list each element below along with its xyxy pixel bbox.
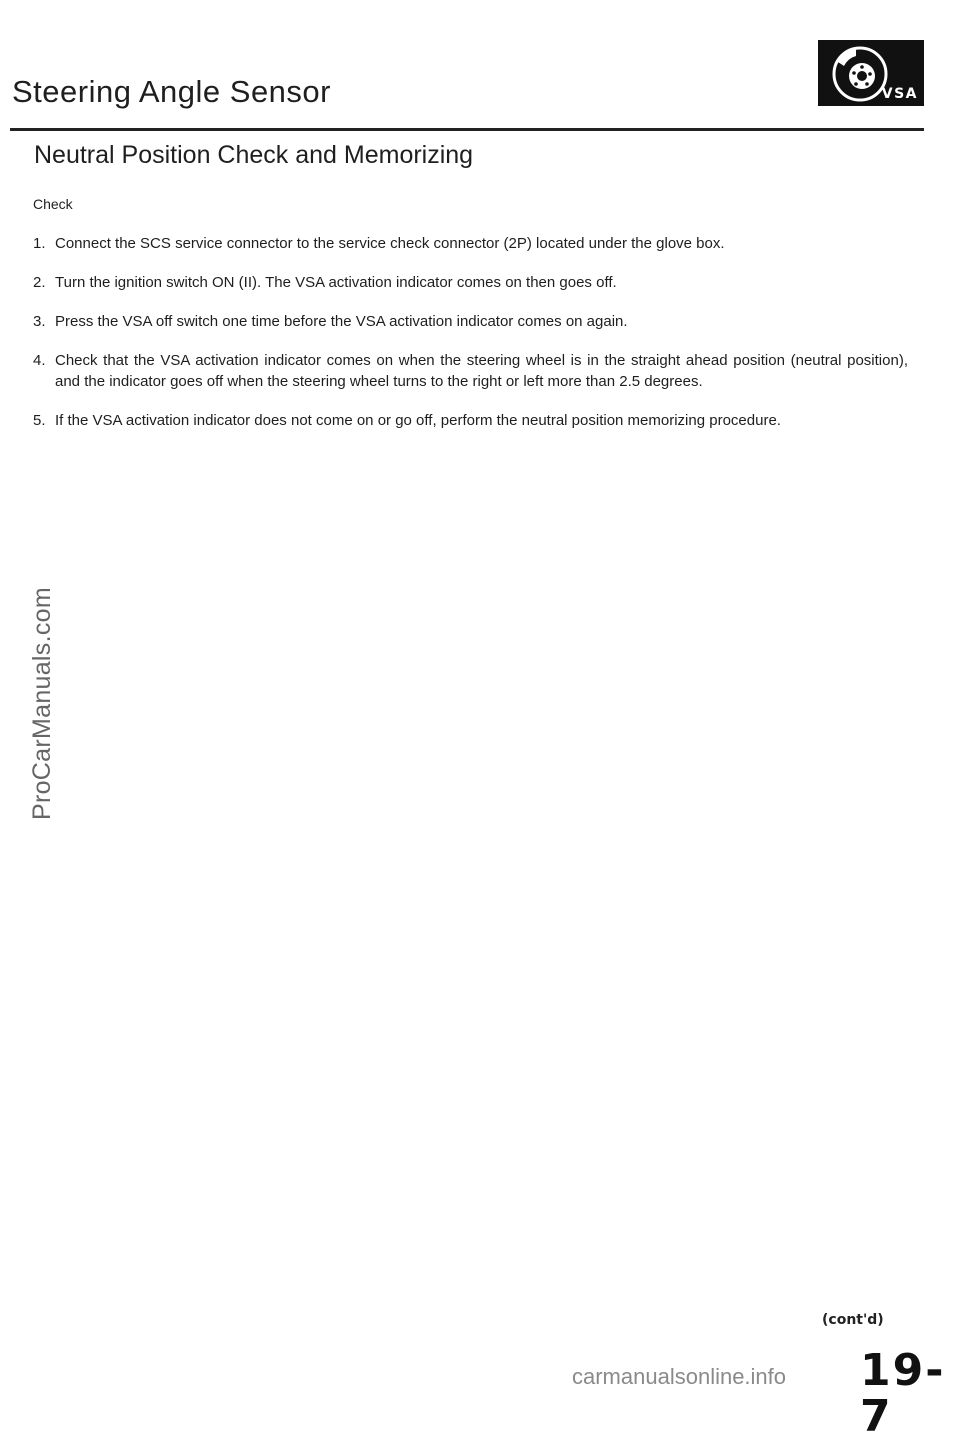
step-number: 2.: [33, 274, 46, 291]
list-item: [33, 272, 908, 293]
watermark-vertical: ProCarManuals.com: [28, 587, 56, 820]
step-text: Connect the SCS service connector to the service check connector (2P) located under the glove box.: [55, 235, 725, 252]
footer-watermark: carmanualsonline.info: [572, 1364, 787, 1389]
list-item: [33, 350, 908, 392]
step-number: 3.: [33, 313, 46, 330]
step-text: Turn the ignition switch ON (II). The VSA activation indicator comes on then goes off.: [55, 274, 617, 291]
step-text: Check that the VSA activation indicator comes on when the steering wheel is in the straight ahead position (neutral position), and the indicator goes off when the steering wheel turns to the right or left more than 2.5 degrees.: [55, 352, 908, 390]
section-title: Neutral Position Check and Memorizing: [34, 141, 474, 169]
list-item: [33, 410, 908, 431]
page-number: 19-7: [860, 1345, 946, 1442]
continued-label: (cont'd): [822, 1312, 884, 1328]
step-number: 1.: [33, 235, 46, 252]
step-number: 4.: [33, 352, 46, 369]
step-text: If the VSA activation indicator does not come on or go off, perform the neutral position memorizing procedure.: [55, 412, 781, 429]
subhead-check: Check: [33, 196, 73, 212]
list-item: [33, 311, 908, 332]
vsa-badge-label: VSA: [881, 86, 918, 102]
procedure-steps: [33, 233, 908, 449]
step-number: 5.: [33, 412, 46, 429]
header-divider: [10, 128, 924, 131]
page-title: Steering Angle Sensor: [12, 74, 331, 109]
list-item: [33, 233, 908, 254]
vsa-badge: [818, 40, 924, 106]
step-text: Press the VSA off switch one time before the VSA activation indicator comes on again.: [55, 313, 628, 330]
